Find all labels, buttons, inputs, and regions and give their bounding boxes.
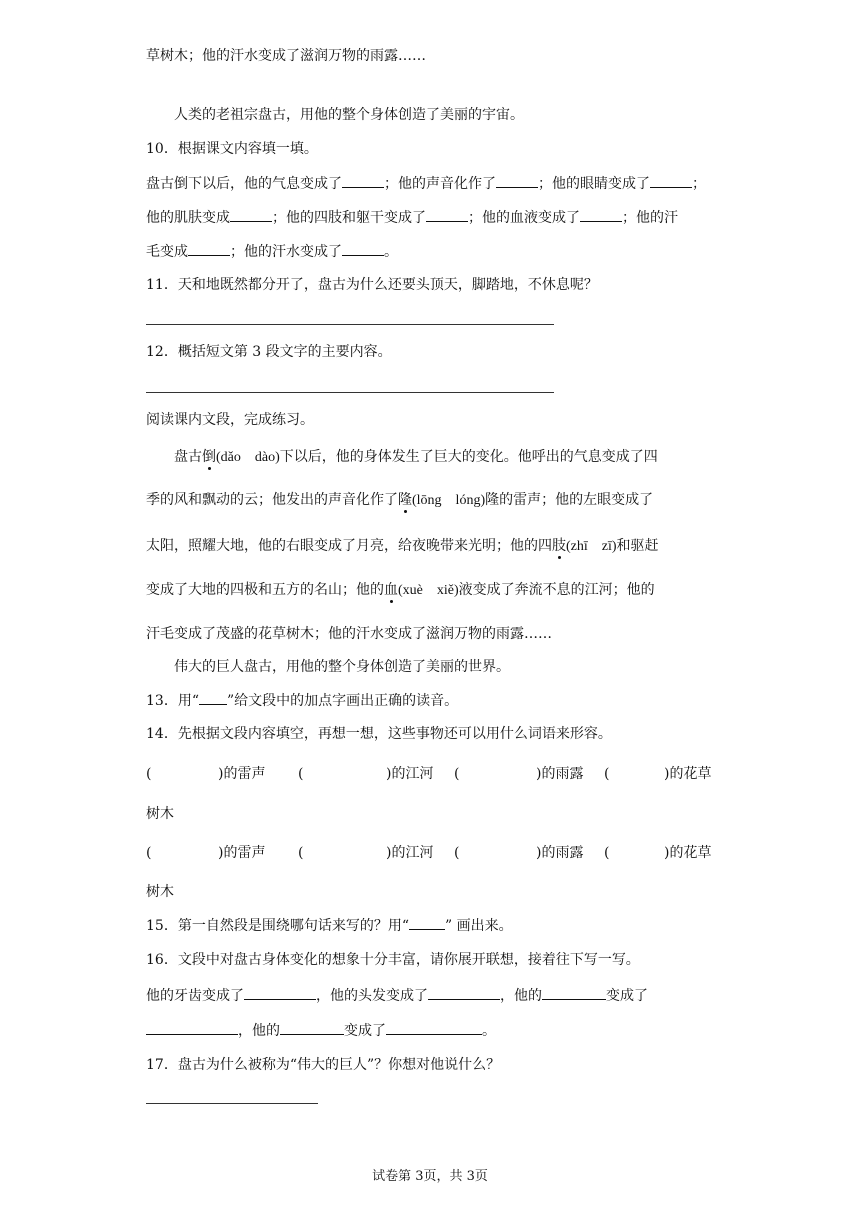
answer-blank[interactable] [244, 985, 316, 1000]
q10-line2: 他的肌肤变成 ；他的四肢和躯干变成了 ；他的血液变成了 ；他的汗 [146, 207, 678, 228]
q13-title: 13．用“ ”给文段中的加点字画出正确的读音。 [146, 690, 458, 711]
passage2-line1: 盘古倒(dǎo dào)下以后，他的身体发生了巨大的变化。他呼出的气息变成了四 [174, 449, 658, 465]
answer-blank[interactable] [342, 241, 384, 256]
answer-blank[interactable] [342, 173, 384, 188]
q10-title: 10．根据课文内容填一填。 [146, 141, 318, 157]
q14-open-5: ( [146, 845, 152, 861]
q14-open-4: ( [604, 766, 610, 782]
q16-line2: ，他的 变成了 。 [146, 1020, 496, 1041]
answer-blank[interactable] [496, 173, 538, 188]
passage1-tail: 草树木；他的汗水变成了滋润万物的雨露…… [146, 48, 426, 64]
passage2-line3: 太阳，照耀大地，他的右眼变成了月亮，给夜晚带来光明；他的四肢(zhī zī)和驱赶 [146, 538, 659, 554]
page-footer: 试卷第 3页，共 3页 [372, 1169, 488, 1184]
answer-blank[interactable] [280, 1020, 344, 1035]
q12-answer-line[interactable] [146, 392, 554, 393]
passage2-line4: 变成了大地的四极和五方的名山；他的血(xuè xiě)液变成了奔流不息的江河；他的 [146, 582, 655, 598]
dotted-char: 血 [384, 582, 398, 598]
q16-line1: 他的牙齿变成了 ，他的头发变成了 ，他的 变成了 [146, 985, 648, 1006]
q14-wrap-2: 树木 [146, 884, 174, 900]
section2-intro: 阅读课内文段，完成练习。 [146, 412, 314, 428]
answer-blank[interactable] [542, 985, 606, 1000]
q10-line1: 盘古倒下以后，他的气息变成了 ；他的声音化作了 ；他的眼睛变成了 ； [146, 173, 706, 194]
q14-cell-thunder: )的雷声 [218, 766, 266, 782]
q15-title: 15．第一自然段是围绕哪句话来写的？用“ ” 画出来。 [146, 915, 513, 936]
q14-title: 14．先根据文段内容填空，再想一想，这些事物还可以用什么词语来形容。 [146, 726, 612, 742]
q14-cell-dew-2: )的雨露 [536, 845, 584, 861]
answer-blank[interactable] [188, 241, 230, 256]
q10-line3: 毛变成 ；他的汗水变成了 。 [146, 241, 398, 262]
q14-cell-flowers: )的花草 [664, 766, 712, 782]
q17-answer-line[interactable] [146, 1103, 318, 1104]
q12-title: 12．概括短文第 3 段文字的主要内容。 [146, 344, 392, 360]
q14-open-6: ( [298, 845, 304, 861]
answer-blank[interactable] [426, 207, 468, 222]
answer-blank[interactable] [650, 173, 692, 188]
answer-blank[interactable] [386, 1020, 482, 1035]
underline-sample [409, 915, 445, 930]
q14-cell-dew: )的雨露 [536, 766, 584, 782]
underline-sample [199, 690, 227, 705]
passage2-line6: 伟大的巨人盘古，用他的整个身体创造了美丽的世界。 [174, 659, 510, 675]
q17-title: 17．盘古为什么被称为“伟大的巨人”？你想对他说什么？ [146, 1057, 501, 1073]
q14-open-7: ( [454, 845, 460, 861]
q14-cell-river: )的江河 [386, 766, 434, 782]
q11-answer-line[interactable] [146, 324, 554, 325]
q14-cell-flowers-2: )的花草 [664, 845, 712, 861]
q14-cell-thunder-2: )的雷声 [218, 845, 266, 861]
passage2-line5: 汗毛变成了茂盛的花草树木；他的汗水变成了滋润万物的雨露…… [146, 626, 552, 642]
answer-blank[interactable] [146, 1020, 238, 1035]
dotted-char: 倒 [202, 449, 216, 465]
q14-cell-river-2: )的江河 [386, 845, 434, 861]
passage1-last: 人类的老祖宗盘古，用他的整个身体创造了美丽的宇宙。 [174, 107, 524, 123]
q16-title: 16．文段中对盘古身体变化的想象十分丰富，请你展开联想，接着往下写一写。 [146, 952, 640, 968]
q14-open-8: ( [604, 845, 610, 861]
answer-blank[interactable] [428, 985, 500, 1000]
dotted-char: 肢 [552, 538, 566, 554]
q14-open-3: ( [454, 766, 460, 782]
q14-open-2: ( [298, 766, 304, 782]
answer-blank[interactable] [580, 207, 622, 222]
dotted-char: 隆 [398, 492, 412, 508]
passage2-line2: 季的风和飘动的云；他发出的声音化作了隆(lōng lóng)隆的雷声；他的左眼变成了 [146, 492, 654, 508]
q14-wrap-1: 树木 [146, 806, 174, 822]
q11-title: 11．天和地既然都分开了，盘古为什么还要头顶天，脚踏地，不休息呢？ [146, 277, 598, 293]
answer-blank[interactable] [230, 207, 272, 222]
q14-open-1: ( [146, 766, 152, 782]
